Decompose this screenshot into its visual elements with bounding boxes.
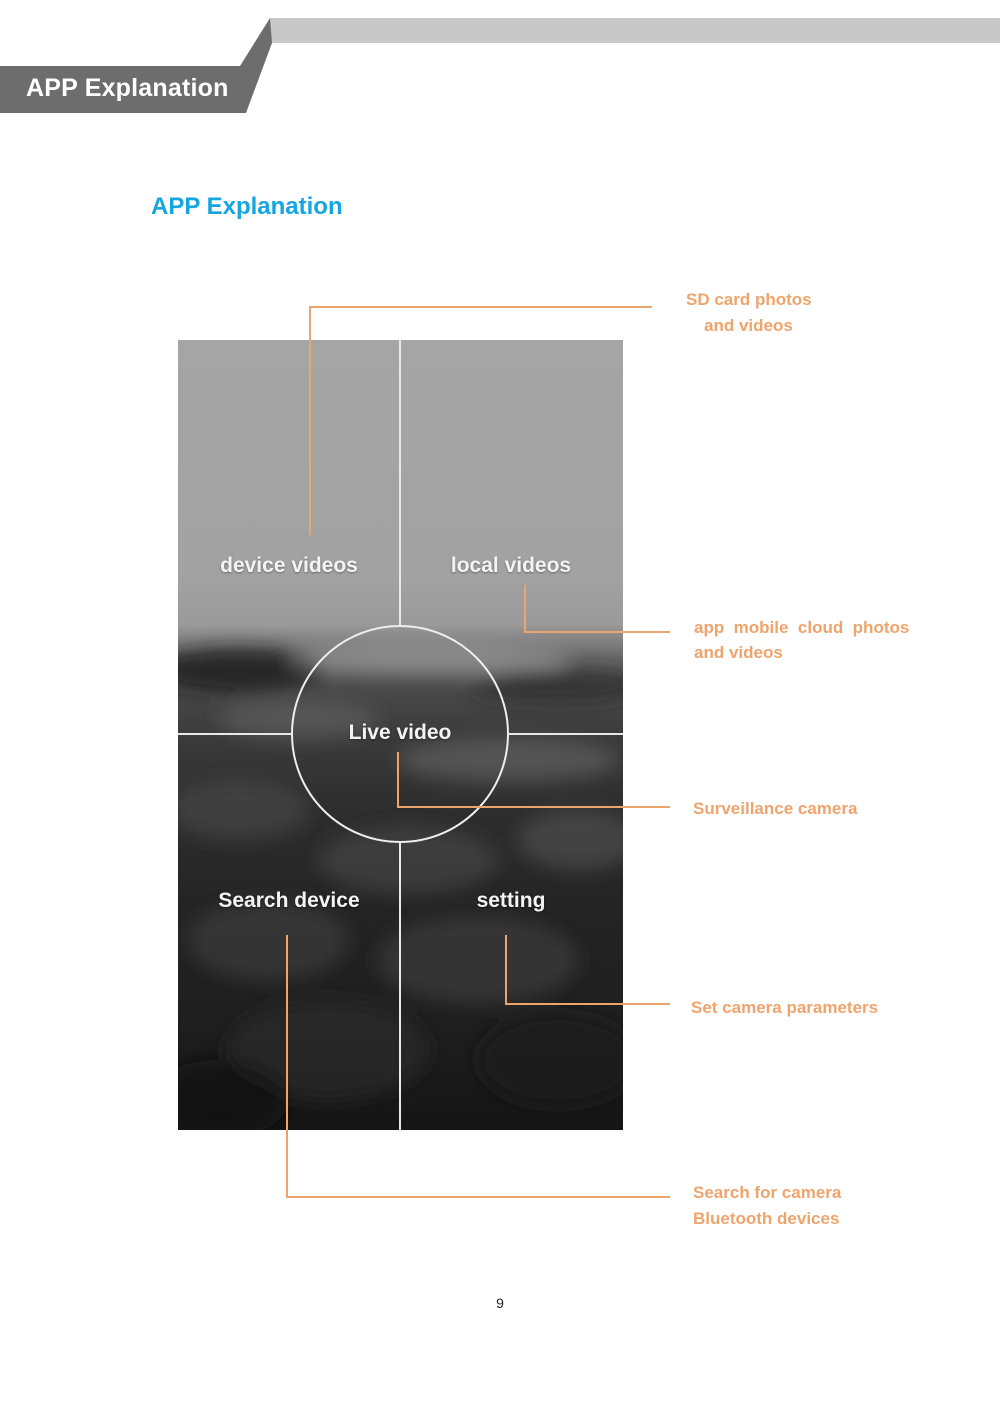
- search-device-button[interactable]: Search device: [218, 889, 360, 912]
- callout-parameters-line1: Set camera parameters: [691, 998, 879, 1017]
- live-video-button[interactable]: Live video: [348, 721, 452, 744]
- callout-sd-card-line2: and videos: [704, 316, 793, 335]
- header-tab-label: APP Explanation: [26, 74, 229, 102]
- section-title: APP Explanation: [151, 193, 343, 220]
- callout-surveillance-line1: Surveillance camera: [693, 799, 858, 818]
- device-videos-button[interactable]: device videos: [220, 554, 358, 577]
- header-tab-shadow: [240, 18, 272, 113]
- callout-sd-card-line1: SD card photos: [686, 290, 812, 309]
- callout-cloud-line1: app mobile cloud photos: [694, 618, 910, 637]
- setting-button[interactable]: setting: [476, 889, 546, 912]
- page-number: 9: [496, 1295, 504, 1311]
- callout-bluetooth-line1: Search for camera: [693, 1183, 842, 1202]
- header-top-bar: [270, 18, 1000, 43]
- callout-bluetooth-line2: Bluetooth devices: [693, 1209, 840, 1228]
- callout-cloud-line2: and videos: [694, 643, 783, 662]
- callout-sd-card: [686, 287, 812, 339]
- local-videos-button[interactable]: local videos: [450, 554, 572, 577]
- callout-bluetooth: [693, 1180, 841, 1232]
- callout-surveillance: [693, 796, 857, 822]
- callout-parameters: [691, 995, 878, 1021]
- app-screen: [178, 340, 623, 1130]
- callout-cloud: [694, 615, 909, 665]
